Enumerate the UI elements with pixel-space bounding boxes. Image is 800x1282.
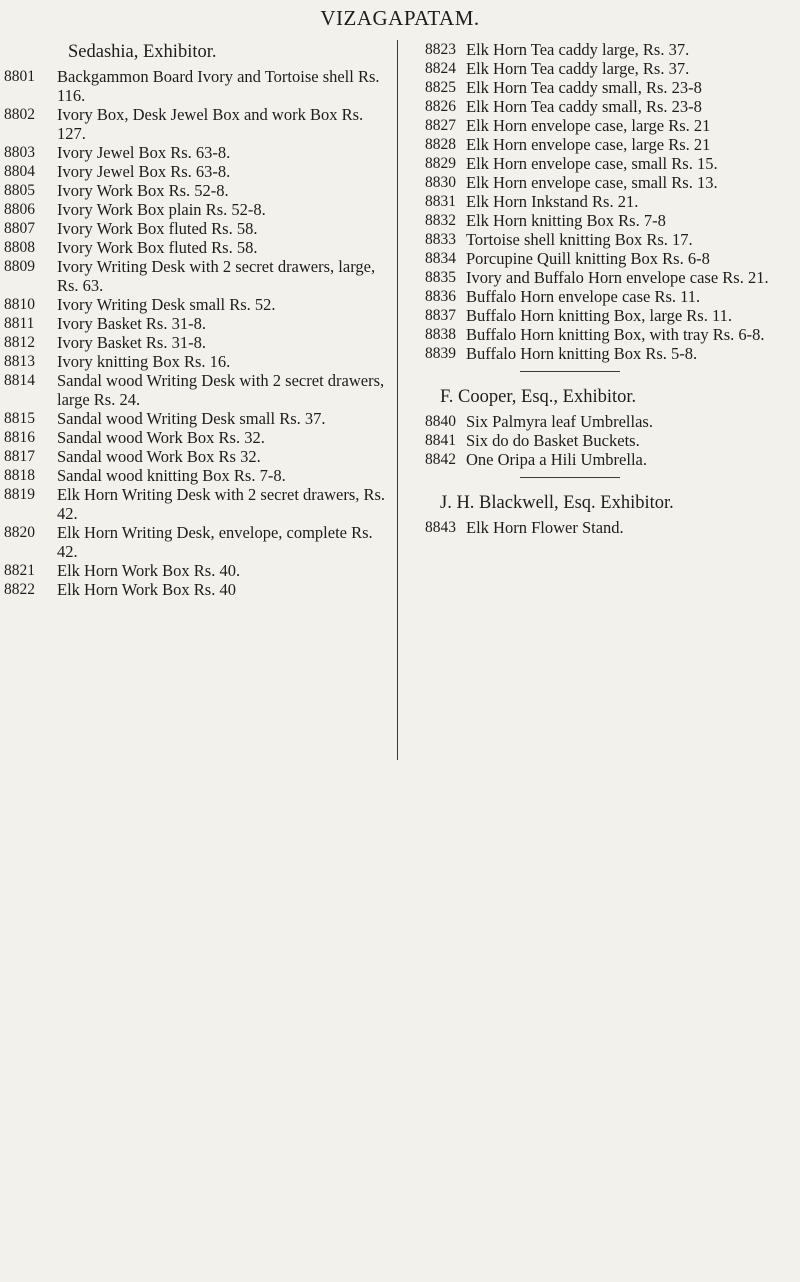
entry-list: [0, 67, 395, 599]
catalogue-entry: [0, 580, 395, 599]
catalogue-entry: [425, 450, 800, 469]
entry-description: Buffalo Horn knitting Box Rs. 5-8.: [466, 344, 698, 363]
entry-description: Porcupine Quill knitting Box Rs. 6-8: [466, 249, 710, 268]
entry-number: 8821: [4, 562, 35, 579]
entry-description: Buffalo Horn knitting Box, large Rs. 11.: [466, 306, 732, 325]
entry-description: Elk Horn Writing Desk with 2 secret drawers, Rs. 42.: [57, 485, 386, 523]
catalogue-entry: [0, 447, 395, 466]
entry-description: Ivory Writing Desk with 2 secret drawers, large, Rs. 63.: [57, 257, 376, 295]
entry-number: 8835: [425, 269, 456, 286]
entry-number: 8819: [4, 486, 35, 503]
catalogue-entry: [425, 192, 800, 211]
entry-number: 8805: [4, 182, 35, 199]
entry-description: Elk Horn Tea caddy small, Rs. 23-8: [466, 97, 702, 116]
catalogue-entry: [0, 200, 395, 219]
entry-description: Elk Horn envelope case, small Rs. 15.: [466, 154, 718, 173]
entry-description: One Oripa a Hili Umbrella.: [466, 450, 647, 469]
entry-description: Sandal wood knitting Box Rs. 7-8.: [57, 466, 286, 485]
entry-number: 8837: [425, 307, 456, 324]
entry-list: [425, 518, 800, 537]
entry-number: 8839: [425, 345, 456, 362]
catalogue-entry: [0, 162, 395, 181]
catalogue-entry: [0, 219, 395, 238]
catalogue-entry: [0, 428, 395, 447]
catalogue-entry: [0, 561, 395, 580]
entry-number: 8804: [4, 163, 35, 180]
entry-number: 8817: [4, 448, 35, 465]
entry-number: 8820: [4, 524, 35, 541]
entry-description: Ivory Writing Desk small Rs. 52.: [57, 295, 276, 314]
entry-number: 8828: [425, 136, 456, 153]
catalogue-entry: [0, 238, 395, 257]
section-rule: [520, 371, 620, 372]
catalogue-entry: [0, 314, 395, 333]
entry-description: Ivory Jewel Box Rs. 63-8.: [57, 143, 231, 162]
catalogue-entry: [425, 325, 800, 344]
catalogue-entry: [0, 333, 395, 352]
catalogue-entry: [425, 40, 800, 59]
entry-number: 8807: [4, 220, 35, 237]
entry-number: 8830: [425, 174, 456, 191]
catalogue-entry: [425, 154, 800, 173]
entry-description: Backgammon Board Ivory and Tortoise shell Rs. 116.: [57, 67, 380, 105]
entry-number: 8826: [425, 98, 456, 115]
entry-description: Sandal wood Work Box Rs 32.: [57, 447, 261, 466]
entry-number: 8843: [425, 519, 456, 536]
entry-number: 8803: [4, 144, 35, 161]
catalogue-entry: [425, 268, 800, 287]
entry-list: [425, 40, 800, 363]
entry-number: 8838: [425, 326, 456, 343]
entry-number: 8829: [425, 155, 456, 172]
entry-description: Elk Horn envelope case, large Rs. 21: [466, 116, 711, 135]
entry-list: [425, 412, 800, 469]
catalogue-entry: [0, 523, 395, 561]
entry-number: 8810: [4, 296, 35, 313]
entry-description: Elk Horn Work Box Rs. 40: [57, 580, 236, 599]
catalogue-entry: [425, 97, 800, 116]
entry-number: 8818: [4, 467, 35, 484]
entry-description: Ivory Work Box Rs. 52-8.: [57, 181, 229, 200]
entry-number: 8841: [425, 432, 456, 449]
entry-number: 8842: [425, 451, 456, 468]
catalogue-entry: [425, 306, 800, 325]
entry-number: 8801: [4, 68, 35, 85]
entry-description: Ivory Work Box plain Rs. 52-8.: [57, 200, 266, 219]
entry-number: 8832: [425, 212, 456, 229]
entry-description: Elk Horn envelope case, large Rs. 21: [466, 135, 711, 154]
entry-number: 8806: [4, 201, 35, 218]
entry-description: Tortoise shell knitting Box Rs. 17.: [466, 230, 693, 249]
entry-description: Ivory Work Box fluted Rs. 58.: [57, 238, 258, 257]
catalogue-entry: [0, 67, 395, 105]
entry-description: Elk Horn Inkstand Rs. 21.: [466, 192, 639, 211]
entry-description: Elk Horn Writing Desk, envelope, complete Rs. 42.: [57, 523, 373, 561]
entry-number: 8822: [4, 581, 35, 598]
page-title: VIZAGAPATAM.: [320, 6, 480, 30]
entry-description: Six do do Basket Buckets.: [466, 431, 640, 450]
entry-number: 8811: [4, 315, 35, 332]
entry-number: 8825: [425, 79, 456, 96]
entry-description: Ivory Box, Desk Jewel Box and work Box Rs. 127.: [57, 105, 364, 143]
entry-number: 8834: [425, 250, 456, 267]
catalogue-entry: [425, 135, 800, 154]
catalogue-entry: [425, 59, 800, 78]
entry-description: Elk Horn Tea caddy large, Rs. 37.: [466, 59, 690, 78]
catalogue-entry: [0, 466, 395, 485]
catalogue-entry: [425, 211, 800, 230]
entry-description: Elk Horn Flower Stand.: [466, 518, 624, 537]
entry-number: 8814: [4, 372, 35, 389]
catalogue-entry: [425, 431, 800, 450]
entry-number: 8815: [4, 410, 35, 427]
entry-number: 8824: [425, 60, 456, 77]
catalogue-entry: [425, 78, 800, 97]
catalogue-entry: [425, 287, 800, 306]
entry-description: Sandal wood Writing Desk with 2 secret drawers, large Rs. 24.: [57, 371, 385, 409]
catalogue-entry: [425, 518, 800, 537]
entry-description: Elk Horn Tea caddy small, Rs. 23-8: [466, 78, 702, 97]
entry-number: 8802: [4, 106, 35, 123]
entry-description: Elk Horn Tea caddy large, Rs. 37.: [466, 40, 690, 59]
entry-number: 8840: [425, 413, 456, 430]
entry-description: Ivory knitting Box Rs. 16.: [57, 352, 231, 371]
catalogue-entry: [425, 173, 800, 192]
left-column: [0, 40, 395, 599]
entry-number: 8812: [4, 334, 35, 351]
entry-number: 8808: [4, 239, 35, 256]
catalogue-entry: [0, 352, 395, 371]
entry-description: Elk Horn knitting Box Rs. 7-8: [466, 211, 666, 230]
entry-description: Ivory and Buffalo Horn envelope case Rs. 21.: [466, 268, 769, 287]
exhibitor-heading: Sedashia, Exhibitor.: [68, 42, 217, 62]
entry-description: Ivory Basket Rs. 31-8.: [57, 333, 206, 352]
entry-number: 8823: [425, 41, 456, 58]
entry-number: 8813: [4, 353, 35, 370]
catalogue-entry: [0, 371, 395, 409]
entry-number: 8816: [4, 429, 35, 446]
entry-description: Ivory Jewel Box Rs. 63-8.: [57, 162, 231, 181]
entry-number: 8831: [425, 193, 456, 210]
catalogue-entry: [0, 105, 395, 143]
entry-number: 8809: [4, 258, 35, 275]
section-rule: [520, 477, 620, 478]
entry-description: Buffalo Horn envelope case Rs. 11.: [466, 287, 701, 306]
entry-description: Sandal wood Writing Desk small Rs. 37.: [57, 409, 326, 428]
entry-description: Elk Horn envelope case, small Rs. 13.: [466, 173, 718, 192]
right-column: [425, 40, 800, 537]
catalogue-entry: [0, 295, 395, 314]
entry-number: 8833: [425, 231, 456, 248]
catalogue-entry: [425, 230, 800, 249]
catalogue-entry: [0, 143, 395, 162]
catalogue-entry: [0, 409, 395, 428]
column-divider: [397, 40, 398, 760]
catalogue-entry: [0, 257, 395, 295]
catalogue-entry: [0, 181, 395, 200]
entry-description: Elk Horn Work Box Rs. 40.: [57, 561, 241, 580]
catalogue-entry: [425, 412, 800, 431]
exhibitor-heading: J. H. Blackwell, Esq. Exhibitor.: [440, 493, 674, 513]
entry-description: Buffalo Horn knitting Box, with tray Rs. 6-8.: [466, 325, 765, 344]
catalogue-entry: [0, 485, 395, 523]
entry-description: Sandal wood Work Box Rs. 32.: [57, 428, 265, 447]
catalogue-entry: [425, 249, 800, 268]
entry-description: Six Palmyra leaf Umbrellas.: [466, 412, 653, 431]
catalogue-entry: [425, 344, 800, 363]
entry-description: Ivory Work Box fluted Rs. 58.: [57, 219, 258, 238]
entry-number: 8827: [425, 117, 456, 134]
catalogue-entry: [425, 116, 800, 135]
entry-number: 8836: [425, 288, 456, 305]
entry-description: Ivory Basket Rs. 31-8.: [57, 314, 206, 333]
exhibitor-heading: F. Cooper, Esq., Exhibitor.: [440, 387, 637, 407]
